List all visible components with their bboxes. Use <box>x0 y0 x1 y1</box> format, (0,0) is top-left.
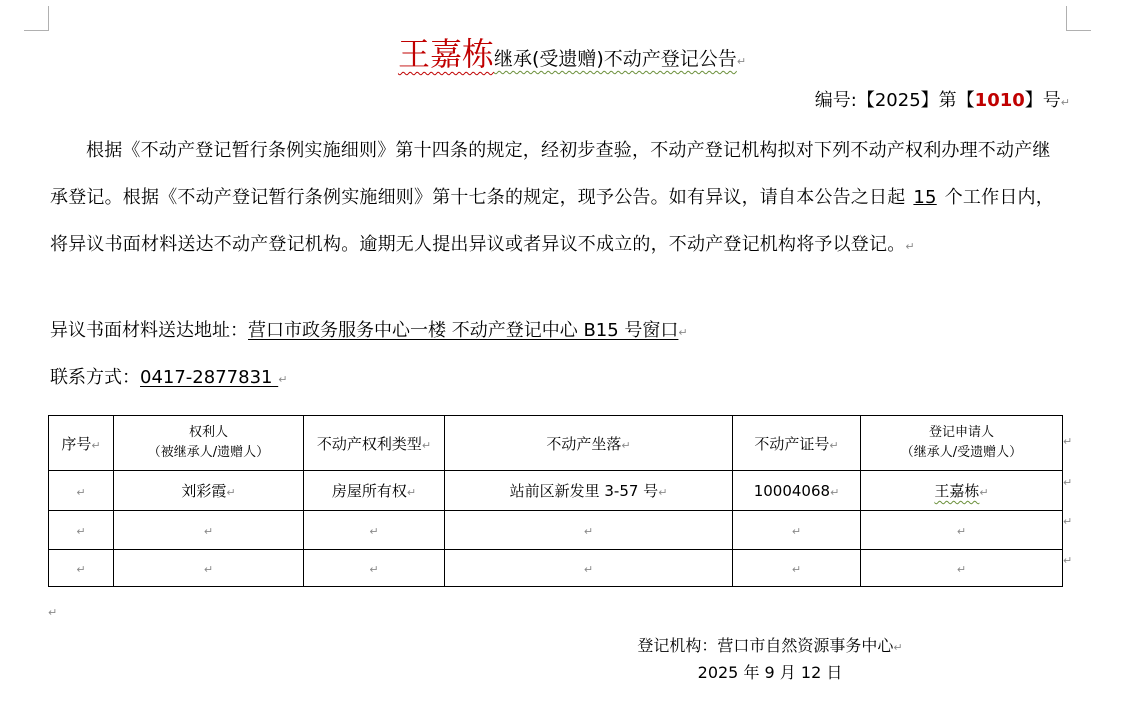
paragraph-mark: ↵ <box>736 55 747 68</box>
contact-line <box>50 363 287 395</box>
cell-applicant: 王嘉栋↵ <box>861 471 1063 511</box>
contact-value: 0417-2877831 <box>140 367 279 388</box>
cell-right-holder: ↵ <box>114 511 304 550</box>
header-location: 不动产坐落↵ <box>445 416 733 471</box>
cell-certificate-no: ↵ <box>733 511 861 550</box>
cell-serial: ↵ <box>49 471 114 511</box>
row-end-mark: ↵ <box>1063 476 1073 489</box>
margin-corner-top-right <box>1066 6 1091 31</box>
cell-right-type: ↵ <box>304 511 445 550</box>
paragraph-mark: ↵ <box>678 326 688 339</box>
cell-certificate-no: ↵ <box>733 550 861 587</box>
number-mid: 】第【 <box>920 90 975 111</box>
number-value: 1010 <box>974 90 1025 111</box>
table-row <box>49 511 1063 550</box>
header-right-type: 不动产权利类型↵ <box>304 416 445 471</box>
paragraph-mark: ↵ <box>1060 96 1070 109</box>
signature-date: 2025 年 9 月 12 日 <box>697 663 843 682</box>
cell-serial: ↵ <box>49 511 114 550</box>
number-prefix: 编号:【 <box>814 90 875 111</box>
header-serial: 序号↵ <box>49 416 114 471</box>
registration-table <box>48 415 1063 587</box>
title-text: 继承(受遗赠)不动产登记公告 <box>493 48 737 70</box>
table-header-row <box>49 416 1063 471</box>
address-label: 异议书面材料送达地址： <box>50 320 248 341</box>
header-right-holder: 权利人 （被继承人/遗赠人） <box>114 416 304 471</box>
cell-right-type: 房屋所有权↵ <box>304 471 445 511</box>
cell-certificate-no: 10004068↵ <box>733 471 861 511</box>
signature-org: 登记机构：营口市自然资源事务中心 <box>637 636 894 655</box>
cell-location: 站前区新发里 3-57 号↵ <box>445 471 733 511</box>
paragraph-mark: ↵ <box>905 240 915 253</box>
cell-location: ↵ <box>445 511 733 550</box>
cell-applicant: ↵ <box>861 550 1063 587</box>
paragraph-mark: ↵ <box>893 641 903 654</box>
cell-serial: ↵ <box>49 550 114 587</box>
notice-title <box>0 34 1144 82</box>
row-end-mark: ↵ <box>1063 435 1073 448</box>
signature-block <box>560 633 980 685</box>
header-certificate-no: 不动产证号↵ <box>733 416 861 471</box>
cell-right-type: ↵ <box>304 550 445 587</box>
objection-days: 15 <box>913 187 937 208</box>
table-row <box>49 471 1063 511</box>
header-applicant: 登记申请人 （继承人/受遗赠人） <box>861 416 1063 471</box>
cell-right-holder: 刘彩霞↵ <box>114 471 304 511</box>
notice-number <box>815 86 1070 118</box>
cell-applicant: ↵ <box>861 511 1063 550</box>
table-row <box>49 550 1063 587</box>
row-end-mark: ↵ <box>1063 515 1073 528</box>
address-line <box>50 316 688 348</box>
paragraph-mark: ↵ <box>278 373 288 386</box>
number-suffix: 】号 <box>1024 90 1061 111</box>
contact-label: 联系方式： <box>50 367 140 388</box>
body-text-part1: 根据《不动产登记暂行条例实施细则》第十四条的规定，经初步查验，不动产登记机构拟对下列不动产权利办理不动产继承登记。根据《不动产登记暂行条例实施细则》第十七条的规定，现予公告。如有异议，请自本公告之日起 <box>50 140 1051 208</box>
title-applicant-name: 王嘉栋 <box>397 35 494 73</box>
cell-location: ↵ <box>445 550 733 587</box>
row-end-mark: ↵ <box>1063 554 1073 567</box>
notice-body-paragraph <box>50 127 1068 270</box>
address-value: 营口市政务服务中心一楼 不动产登记中心 B15 号窗口 <box>248 320 679 341</box>
margin-corner-top-left <box>24 6 49 31</box>
number-year: 2025 <box>874 90 921 111</box>
empty-paragraph-mark: ↵ <box>48 606 58 619</box>
cell-right-holder: ↵ <box>114 550 304 587</box>
body-text-part2: 个工作日内，将异议书面材料送达不动产登记机构。逾期无人提出异议或者异议不成立的，不动产登记机构将予以登记。 <box>50 187 1054 255</box>
